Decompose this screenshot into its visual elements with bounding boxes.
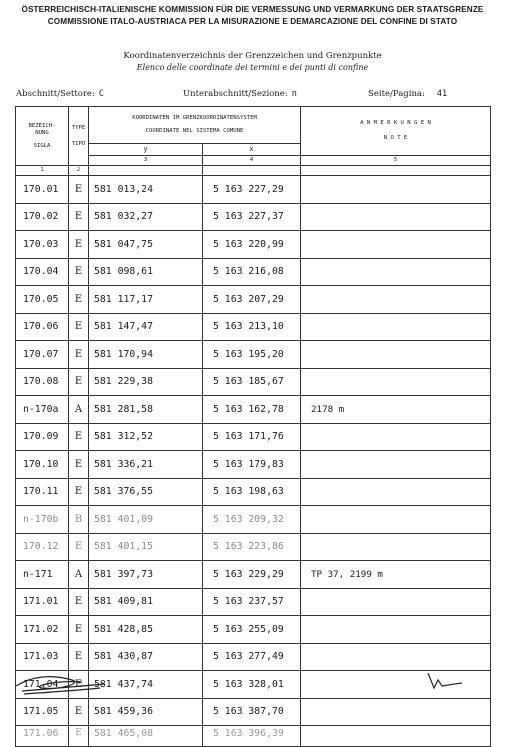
coordinate-y: 581 170,94 xyxy=(89,341,203,369)
point-designation: 170.10 xyxy=(16,451,69,479)
table-row xyxy=(16,341,491,369)
point-type: E xyxy=(69,698,89,726)
point-note xyxy=(301,286,491,314)
abschnitt-field xyxy=(16,89,104,99)
page-value: 41 xyxy=(436,89,448,99)
point-type: E xyxy=(69,478,89,506)
coordinate-y: 581 397,73 xyxy=(89,561,203,589)
col-header-coordinates-de: KOORDINATEN IM GRENZKOORDINATENSYSTEM xyxy=(132,115,257,121)
coordinate-y: 581 047,75 xyxy=(89,231,203,259)
table-row xyxy=(16,533,491,561)
col-header-notes-de: A N M E R K U N G E N xyxy=(360,120,431,126)
col-header-sigla-de-2: NUNG xyxy=(35,129,49,136)
coordinate-y: 581 117,17 xyxy=(89,286,203,314)
point-designation: 171.03 xyxy=(16,643,69,671)
table-row xyxy=(16,396,491,424)
table-row xyxy=(16,726,491,747)
point-designation: 170.12 xyxy=(16,533,69,561)
table-row xyxy=(16,506,491,534)
table-row xyxy=(16,478,491,506)
commission-title-italian: COMMISSIONE ITALO-AUSTRIACA PER LA MISURAZIONE E DEMARCAZIONE DEL CONFINE DI STATO xyxy=(47,17,458,26)
point-type: E xyxy=(69,588,89,616)
abschnitt-value: C xyxy=(98,89,104,99)
point-note xyxy=(301,423,491,451)
table-row xyxy=(16,231,491,259)
coordinate-x: 5 163 171,76 xyxy=(203,423,301,451)
point-type: E xyxy=(69,671,89,699)
coordinate-x: 5 163 220,99 xyxy=(203,231,301,259)
coordinate-y: 581 013,24 xyxy=(89,176,203,204)
point-designation: n-170b xyxy=(16,506,69,534)
coordinate-y: 581 147,47 xyxy=(89,313,203,341)
coordinate-x: 5 163 255,09 xyxy=(203,616,301,644)
col-header-coordinates-it: COORDINATE NEL SISTEMA COMUNE xyxy=(145,128,244,134)
table-row xyxy=(16,423,491,451)
coordinate-x: 5 163 213,10 xyxy=(203,313,301,341)
col-header-notes-it: N O T E xyxy=(383,135,408,141)
point-type: E xyxy=(69,286,89,314)
point-type: E xyxy=(69,423,89,451)
point-designation: 170.02 xyxy=(16,203,69,231)
point-note xyxy=(301,368,491,396)
col-header-tipo-it: TIPO xyxy=(71,140,86,147)
coordinate-y: 581 459,36 xyxy=(89,698,203,726)
coordinate-y: 581 312,52 xyxy=(89,423,203,451)
point-type: E xyxy=(69,368,89,396)
coordinate-x: 5 163 277,49 xyxy=(203,643,301,671)
coordinate-y: 581 098,61 xyxy=(89,258,203,286)
col-number-5: 5 xyxy=(301,156,491,166)
coordinate-x: 5 163 162,78 xyxy=(203,396,301,424)
point-designation: 170.09 xyxy=(16,423,69,451)
commission-title-german: ÖSTERREICHISCH-ITALIENISCHE KOMMISSION FÜR DIE VERMESSUNG UND VERMARKUNG DER STAATSGRENZE xyxy=(21,5,484,14)
coordinate-y: 581 430,87 xyxy=(89,643,203,671)
coordinate-x: 5 163 179,83 xyxy=(203,451,301,479)
col-header-notes xyxy=(301,107,491,156)
point-type: A xyxy=(69,561,89,589)
coordinate-x: 5 163 185,67 xyxy=(203,368,301,396)
point-designation: 170.06 xyxy=(16,313,69,341)
point-type: E xyxy=(69,616,89,644)
point-designation: 171.04 xyxy=(16,671,69,699)
spacer-cell xyxy=(301,166,491,176)
point-designation: 170.05 xyxy=(16,286,69,314)
table-row xyxy=(16,313,491,341)
point-type: E xyxy=(69,451,89,479)
col-header-coordinates xyxy=(89,107,301,144)
coordinate-y: 581 428,85 xyxy=(89,616,203,644)
point-note xyxy=(301,258,491,286)
signature-right xyxy=(424,670,464,692)
point-designation: 170.01 xyxy=(16,176,69,204)
point-note xyxy=(301,506,491,534)
point-note xyxy=(301,313,491,341)
point-note xyxy=(301,341,491,369)
coordinate-x: 5 163 387,70 xyxy=(203,698,301,726)
coordinate-x: 5 163 198,63 xyxy=(203,478,301,506)
col-header-sigla-de-1: BEZEICH- xyxy=(28,122,56,129)
point-designation: 170.11 xyxy=(16,478,69,506)
col-number-3: 3 xyxy=(89,156,203,166)
coordinate-x: 5 163 209,32 xyxy=(203,506,301,534)
coordinate-x: 5 163 195,20 xyxy=(203,341,301,369)
col-number-2: 2 xyxy=(69,166,89,176)
point-type: A xyxy=(69,396,89,424)
point-designation: 170.07 xyxy=(16,341,69,369)
table-row xyxy=(16,588,491,616)
point-type: E xyxy=(69,533,89,561)
coordinate-x: 5 163 227,37 xyxy=(203,203,301,231)
point-note xyxy=(301,616,491,644)
point-designation: 170.03 xyxy=(16,231,69,259)
table-row xyxy=(16,203,491,231)
spacer-cell xyxy=(203,166,301,176)
point-note xyxy=(301,478,491,506)
coordinate-y: 581 032,27 xyxy=(89,203,203,231)
point-designation: 171.05 xyxy=(16,698,69,726)
coordinate-x: 5 163 396,39 xyxy=(203,726,301,747)
col-header-y: y xyxy=(89,144,203,156)
coordinate-y: 581 229,38 xyxy=(89,368,203,396)
col-header-tipo xyxy=(69,107,89,166)
coordinate-table xyxy=(15,106,491,747)
point-designation: n-170a xyxy=(16,396,69,424)
point-note xyxy=(301,643,491,671)
coordinate-x: 5 163 237,57 xyxy=(203,588,301,616)
col-number-4: 4 xyxy=(203,156,301,166)
point-note xyxy=(301,451,491,479)
point-note xyxy=(301,231,491,259)
point-designation: 170.04 xyxy=(16,258,69,286)
coordinate-y: 581 336,21 xyxy=(89,451,203,479)
table-row xyxy=(16,451,491,479)
table-row xyxy=(16,176,491,204)
point-type: E xyxy=(69,176,89,204)
signature-left xyxy=(12,670,112,696)
table-row xyxy=(16,616,491,644)
coordinate-x: 5 163 216,08 xyxy=(203,258,301,286)
table-row xyxy=(16,561,491,589)
page-label: Seite/Pagina: xyxy=(368,89,425,99)
point-designation: 171.06 xyxy=(16,726,69,747)
point-note xyxy=(301,533,491,561)
point-designation: 171.02 xyxy=(16,616,69,644)
table-row xyxy=(16,286,491,314)
coordinate-x: 5 163 227,29 xyxy=(203,176,301,204)
coordinate-x: 5 163 328,01 xyxy=(203,671,301,699)
point-type: B xyxy=(69,506,89,534)
point-designation: 171.01 xyxy=(16,588,69,616)
coordinate-x: 5 163 223,86 xyxy=(203,533,301,561)
table-row xyxy=(16,368,491,396)
coordinate-y: 581 401,09 xyxy=(89,506,203,534)
col-header-x: x xyxy=(203,144,301,156)
coordinate-x: 5 163 207,29 xyxy=(203,286,301,314)
point-type: E xyxy=(69,726,89,747)
coordinate-y: 581 409,81 xyxy=(89,588,203,616)
point-type: E xyxy=(69,643,89,671)
coordinate-y: 581 376,55 xyxy=(89,478,203,506)
point-designation: 170.08 xyxy=(16,368,69,396)
point-note xyxy=(301,726,491,747)
point-designation: n-171 xyxy=(16,561,69,589)
coordinate-y: 581 465,08 xyxy=(89,726,203,747)
col-header-tipo-de: TYPE xyxy=(71,124,86,131)
point-type: E xyxy=(69,231,89,259)
coordinate-y: 581 401,15 xyxy=(89,533,203,561)
coordinate-y: 581 281,58 xyxy=(89,396,203,424)
unterabschnitt-value: n xyxy=(291,89,297,99)
document-title-german: Koordinatenverzeichnis der Grenzzeichen und Grenzpunkte xyxy=(123,51,382,61)
document-title-italian: Elenco delle coordinate dei termini e dei punti di confine xyxy=(136,63,369,72)
point-note: 2178 m xyxy=(301,396,491,424)
table-row xyxy=(16,643,491,671)
point-note xyxy=(301,176,491,204)
col-number-1: 1 xyxy=(16,166,69,176)
point-type: E xyxy=(69,341,89,369)
table-row xyxy=(16,258,491,286)
unterabschnitt-label: Unterabschnitt/Sezione: xyxy=(183,89,288,99)
coordinate-y: 581 437,74 xyxy=(89,671,203,699)
spacer-cell xyxy=(89,166,203,176)
point-type: E xyxy=(69,313,89,341)
unterabschnitt-field xyxy=(183,89,297,99)
page-number-field xyxy=(368,89,447,99)
col-header-sigla xyxy=(16,107,69,166)
point-type: E xyxy=(69,258,89,286)
point-type: E xyxy=(69,203,89,231)
point-note: TP 37, 2199 m xyxy=(301,561,491,589)
point-note xyxy=(301,203,491,231)
abschnitt-label: Abschnitt/Settore: xyxy=(16,89,95,99)
coordinate-x: 5 163 229,29 xyxy=(203,561,301,589)
point-note xyxy=(301,588,491,616)
col-header-sigla-it: SIGLA xyxy=(33,142,51,149)
